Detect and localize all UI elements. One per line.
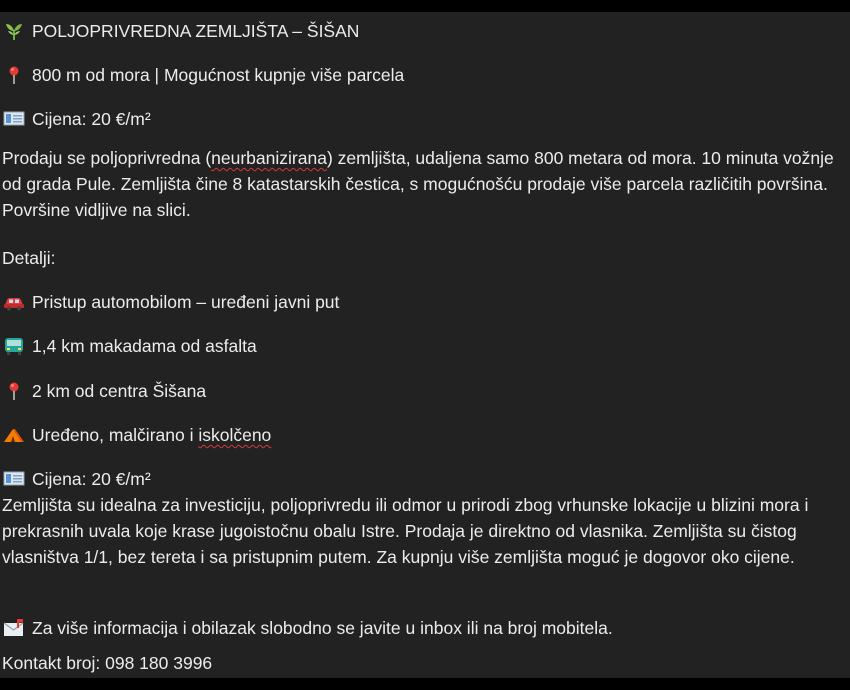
spellcheck-word-neurbanizirana[interactable]: neurbanizirana xyxy=(211,148,327,168)
detail-item-center xyxy=(2,378,206,404)
price-line-top xyxy=(2,106,151,132)
post-frame xyxy=(0,12,850,678)
detail-price-text: Cijena: 20 €/m² xyxy=(32,469,151,489)
detail-item-prepared xyxy=(2,422,271,448)
location-line xyxy=(2,62,404,88)
tent-icon xyxy=(2,425,26,445)
detail-item-price xyxy=(2,466,151,492)
detail-prepared-text: Uređeno, malčirano i xyxy=(32,425,199,445)
sprout-icon xyxy=(2,21,26,41)
listing-title xyxy=(2,18,359,44)
contact-info-line xyxy=(2,615,613,641)
pin-icon xyxy=(2,381,26,401)
spellcheck-word-iskolceno[interactable]: iskolčeno xyxy=(198,425,272,445)
investment-paragraph: Zemljišta su idealna za investiciju, poljoprivredu ili odmor u prirodi zbog vrhunske lokacije u blizini mora i prekrasnih uvala koje krase jugoistočnu obalu Istre. Prodaja je direktno od vlasnika. Zemljišta su čistog vlasništva 1/1, bez tereta i sa pristupnim putem. Za kupnju više zemljišta moguć je dogovor oko cijene. xyxy=(2,495,809,567)
description-paragraph xyxy=(2,145,842,223)
detail-item-gravel xyxy=(2,333,257,359)
contact-info-text: Za više informacija i obilazak slobodno se javite u inbox ili na broj mobitela. xyxy=(32,618,613,638)
bus-icon xyxy=(2,336,26,356)
details-heading: Detalji: xyxy=(2,248,56,268)
description-text-rest: ) zemljišta, udaljena samo 800 metara od mora. 10 minuta vožnje od grada Pule. Zemljišta čine 8 katastarskih čestica, s mogućnošću prodaje više parcela različitih površina. Površine vidljive na slici. xyxy=(2,148,834,220)
detail-center-text: 2 km od centra Šišana xyxy=(32,381,207,401)
listing-title-text: POLJOPRIVREDNA ZEMLJIŠTA – ŠIŠAN xyxy=(32,21,360,41)
price-text-top: Cijena: 20 €/m² xyxy=(32,109,151,129)
pin-icon xyxy=(2,65,26,85)
contact-number: Kontakt broj: 098 180 3996 xyxy=(2,653,213,673)
detail-access-text: Pristup automobilom – uređeni javni put xyxy=(32,292,340,312)
location-text: 800 m od mora | Mogućnost kupnje više parcela xyxy=(32,65,405,85)
detail-gravel-text: 1,4 km makadama od asfalta xyxy=(32,336,257,356)
car-icon xyxy=(2,292,26,312)
mailbox-icon xyxy=(2,618,26,638)
description-text-start: Prodaju se poljoprivredna ( xyxy=(2,148,212,168)
money-icon xyxy=(2,109,26,129)
detail-item-access xyxy=(2,289,339,315)
money-icon xyxy=(2,469,26,489)
